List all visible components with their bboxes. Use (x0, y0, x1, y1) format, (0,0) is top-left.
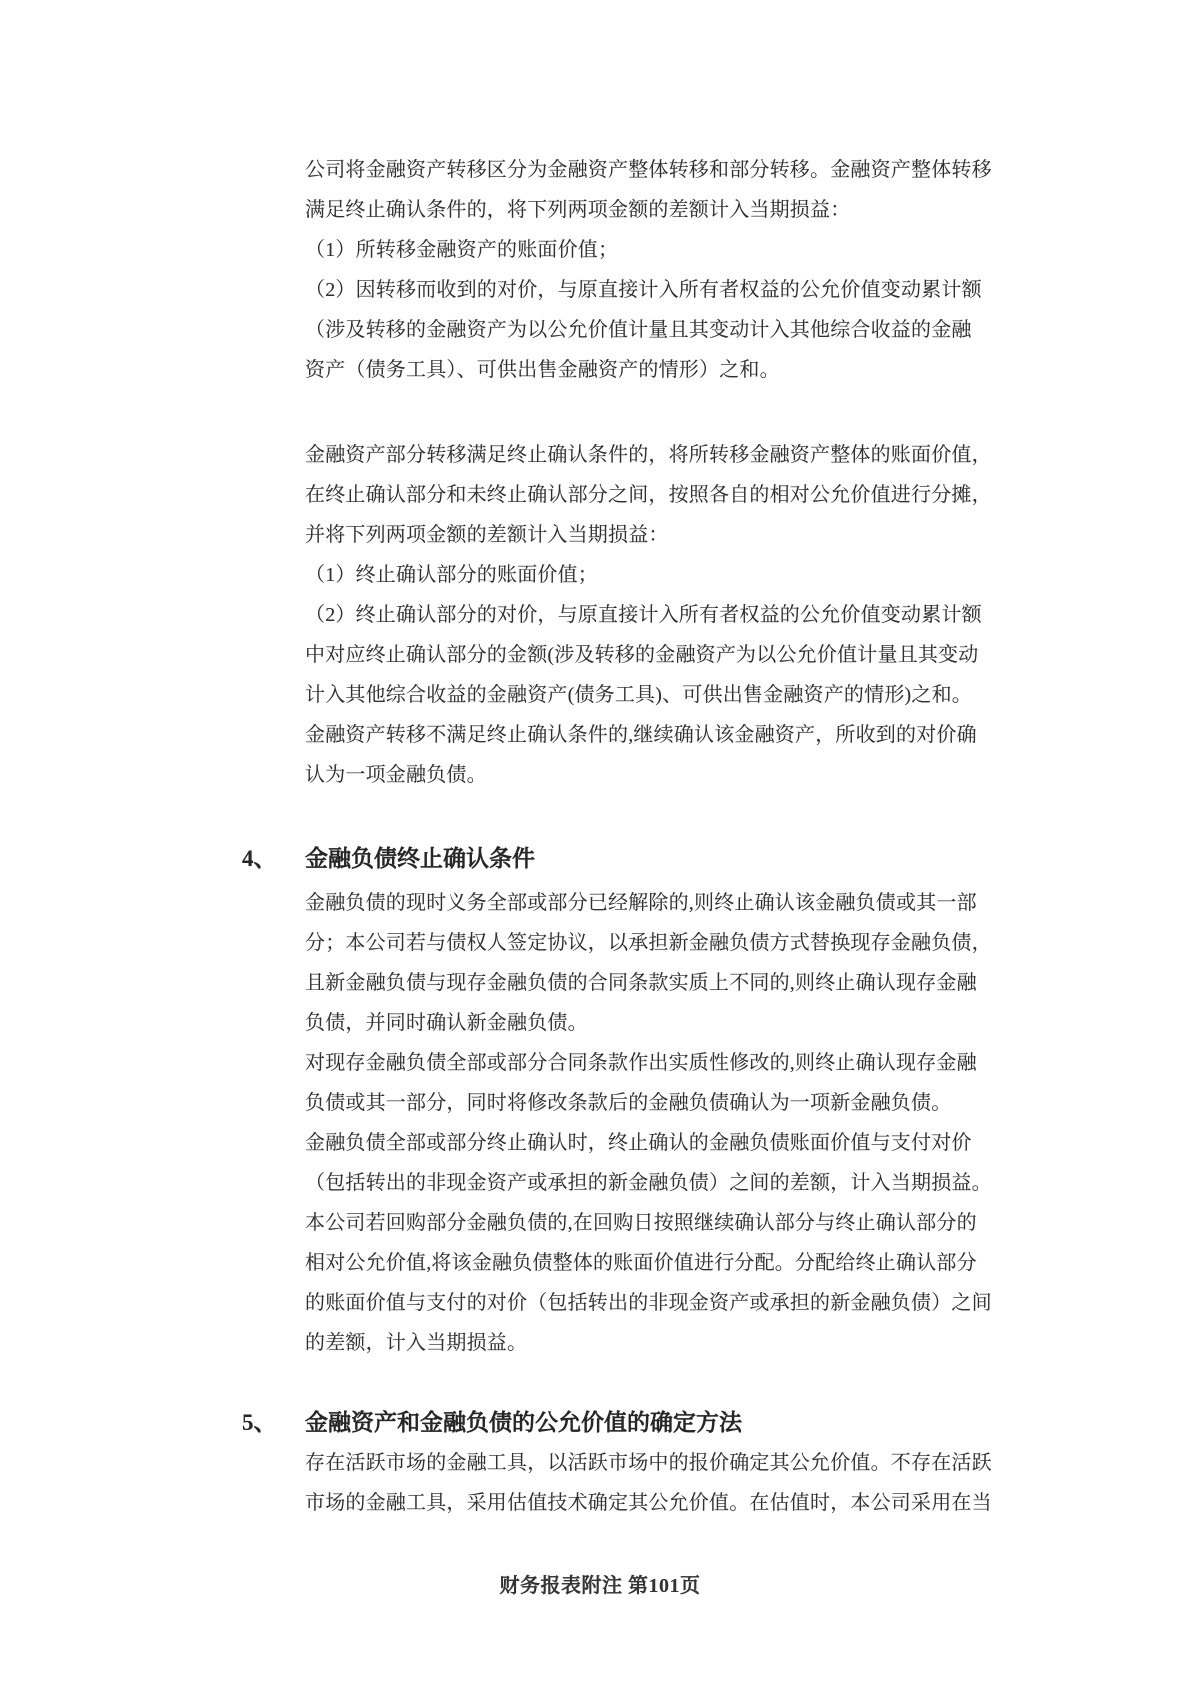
text-line: 分；本公司若与债权人签定协议，以承担新金融负债方式替换现存金融负债， (305, 932, 992, 954)
text-line: （1）所转移金融资产的账面价值； (305, 239, 619, 261)
text-line: 负债，并同时确认新金融负债。 (305, 1012, 588, 1034)
text-line: 的差额，计入当期损益。 (305, 1332, 528, 1354)
text-line: （包括转出的非现金资产或承担的新金融负债）之间的差额，计入当期损益。 (305, 1172, 992, 1194)
text-line: 计入其他综合收益的金融资产(债务工具)、可供出售金融资产的情形)之和。 (305, 684, 972, 706)
text-line: 金融资产转移不满足终止确认条件的,继续确认该金融资产，所收到的对价确 (305, 724, 977, 746)
text-line: 满足终止确认条件的，将下列两项金额的差额计入当期损益： (305, 199, 851, 221)
page-footer: 财务报表附注 第101页 (499, 1575, 701, 1597)
text-line: 存在活跃市场的金融工具，以活跃市场中的报价确定其公允价值。不存在活跃 (305, 1452, 992, 1474)
section-5-number: 5、 (242, 1410, 277, 1435)
section-4-title: 金融负债终止确认条件 (305, 846, 535, 871)
paragraph-financial-asset-transfer-partial (305, 435, 1025, 795)
text-line: （1）终止确认部分的账面价值； (305, 564, 598, 586)
text-line: 相对公允价值,将该金融负债整体的账面价值进行分配。分配给终止确认部分 (305, 1252, 977, 1274)
text-line: 中对应终止确认部分的金额(涉及转移的金融资产为以公允价值计量且其变动 (305, 644, 979, 666)
text-line: 对现存金融负债全部或部分合同条款作出实质性修改的,则终止确认现存金融 (305, 1052, 977, 1074)
text-line: 在终止确认部分和未终止确认部分之间，按照各自的相对公允价值进行分摊， (305, 484, 992, 506)
text-line: 负债或其一部分，同时将修改条款后的金融负债确认为一项新金融负债。 (305, 1092, 952, 1114)
text-line: 且新金融负债与现存金融负债的合同条款实质上不同的,则终止确认现存金融 (305, 972, 977, 994)
text-line: 资产（债务工具）、可供出售金融资产的情形）之和。 (305, 359, 780, 381)
section-5-heading (242, 1403, 1025, 1443)
text-line: （2）因转移而收到的对价，与原直接计入所有者权益的公允价值变动累计额 (305, 279, 982, 301)
paragraph-fair-value-determination (305, 1443, 1025, 1523)
text-line: （2）终止确认部分的对价，与原直接计入所有者权益的公允价值变动累计额 (305, 604, 982, 626)
section-4-heading (242, 839, 1025, 879)
text-line: 金融负债全部或部分终止确认时，终止确认的金融负债账面价值与支付对价 (305, 1132, 972, 1154)
paragraph-financial-asset-transfer-overall (305, 150, 1025, 390)
text-line: 公司将金融资产转移区分为金融资产整体转移和部分转移。金融资产整体转移 (305, 159, 992, 181)
section-4-number: 4、 (242, 846, 277, 871)
text-line: 并将下列两项金额的差额计入当期损益： (305, 524, 669, 546)
text-line: 金融负债的现时义务全部或部分已经解除的,则终止确认该金融负债或其一部 (305, 892, 977, 914)
text-line: （涉及转移的金融资产为以公允价值计量且其变动计入其他综合收益的金融 (305, 319, 972, 341)
section-5-title: 金融资产和金融负债的公允价值的确定方法 (305, 1410, 742, 1435)
text-line: 本公司若回购部分金融负债的,在回购日按照继续确认部分与终止确认部分的 (305, 1212, 977, 1234)
text-line: 市场的金融工具，采用估值技术确定其公允价值。在估值时，本公司采用在当 (305, 1492, 992, 1514)
text-line: 金融资产部分转移满足终止确认条件的，将所转移金融资产整体的账面价值， (305, 444, 992, 466)
page-body (242, 150, 1025, 1523)
text-line: 认为一项金融负债。 (305, 764, 487, 786)
text-line: 的账面价值与支付的对价（包括转出的非现金资产或承担的新金融负债）之间 (305, 1292, 992, 1314)
paragraph-financial-liability-derecognition (305, 883, 1025, 1363)
